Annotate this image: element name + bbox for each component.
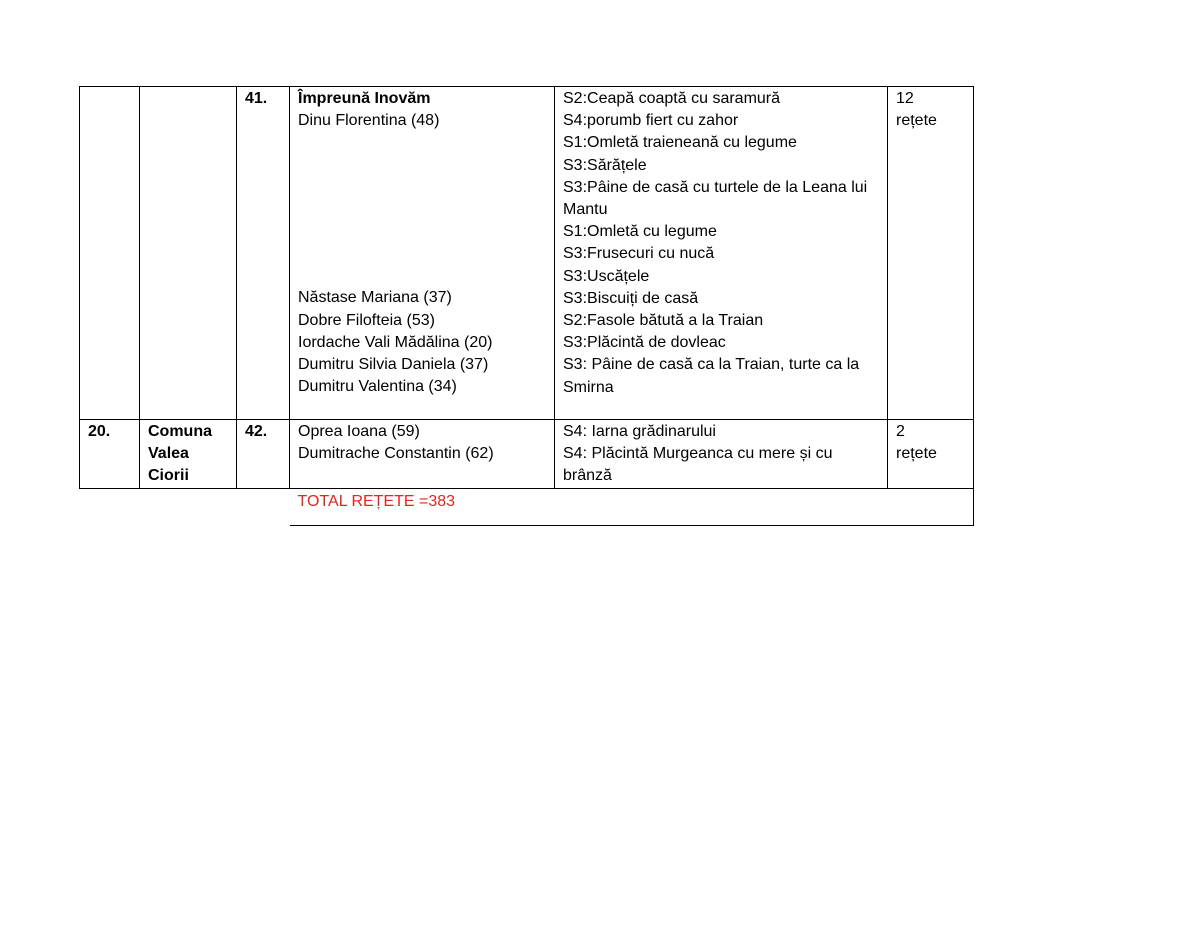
total-row	[80, 488, 974, 525]
cell-nr	[80, 87, 140, 420]
cell-group-members	[290, 420, 555, 489]
total-cell	[290, 488, 974, 525]
cell-group-number: 41.	[237, 87, 290, 420]
members-gap	[298, 132, 546, 287]
cell-comuna	[140, 87, 237, 420]
total-empty-cell	[80, 488, 290, 525]
recipe-count-number: 12	[896, 90, 914, 107]
table-row-42	[80, 420, 974, 489]
member-name: Oprea Ioana (59)	[298, 423, 420, 440]
member-name: Dobre Filofteia (53)	[298, 311, 435, 329]
recipe-item: S1:Omletă traieneană cu legume	[563, 134, 797, 152]
recipe-item: S2:Ceapă coaptă cu saramură	[563, 90, 781, 107]
member-name: Iordache Vali Mădălina (20)	[298, 333, 493, 351]
table-row-41	[80, 87, 974, 420]
cell-group-number: 42.	[237, 420, 290, 489]
recipe-count-number: 2	[896, 423, 905, 440]
recipe-item: S3:Biscuiți de casă	[563, 289, 699, 307]
comuna-line: Valea	[148, 445, 189, 463]
member-name: Dumitru Valentina (34)	[298, 378, 457, 396]
recipe-item: S3:Uscățele	[563, 267, 650, 285]
member-name: Dinu Florentina (48)	[298, 112, 440, 130]
cell-recipe-count	[888, 87, 974, 420]
recipe-item: S4: Iarna grădinarului	[563, 423, 716, 440]
recipe-item: S3:Pâine de casă cu turtele de la Leana lui Mantu	[563, 178, 868, 219]
recipe-item: S1:Omletă cu legume	[563, 223, 717, 241]
recipe-item: S3:Plăcintă de dovleac	[563, 334, 726, 352]
recipe-item: S4:porumb fiert cu zahor	[563, 112, 739, 130]
cell-group-members	[290, 87, 555, 420]
recipes-table	[79, 86, 974, 526]
member-name: Năstase Mariana (37)	[298, 289, 452, 307]
cell-comuna	[140, 420, 237, 489]
cell-recipes	[555, 420, 888, 489]
recipe-item: S4: Plăcintă Murgeanca cu mere și cu brânză	[563, 445, 833, 485]
member-name: Dumitru Silvia Daniela (37)	[298, 356, 489, 374]
total-recipes: TOTAL REȚETE =383	[297, 492, 456, 510]
recipe-count-unit: rețete	[896, 112, 937, 130]
member-name: Dumitrache Constantin (62)	[298, 445, 494, 463]
recipe-item: S3:Frusecuri cu nucă	[563, 245, 715, 263]
recipe-item: S3:Sărățele	[563, 156, 647, 174]
comuna-line: Ciorii	[148, 467, 189, 485]
cell-nr: 20.	[80, 420, 140, 489]
recipe-count-unit: rețete	[896, 445, 937, 463]
cell-recipe-count	[888, 420, 974, 489]
cell-recipes	[555, 87, 888, 420]
comuna-line: Comuna	[148, 423, 212, 440]
recipe-item: S3: Pâine de casă ca la Traian, turte ca la Smirna	[563, 356, 860, 396]
group-name: Împreună Inovăm	[298, 90, 431, 107]
recipe-item: S2:Fasole bătută a la Traian	[563, 312, 764, 330]
